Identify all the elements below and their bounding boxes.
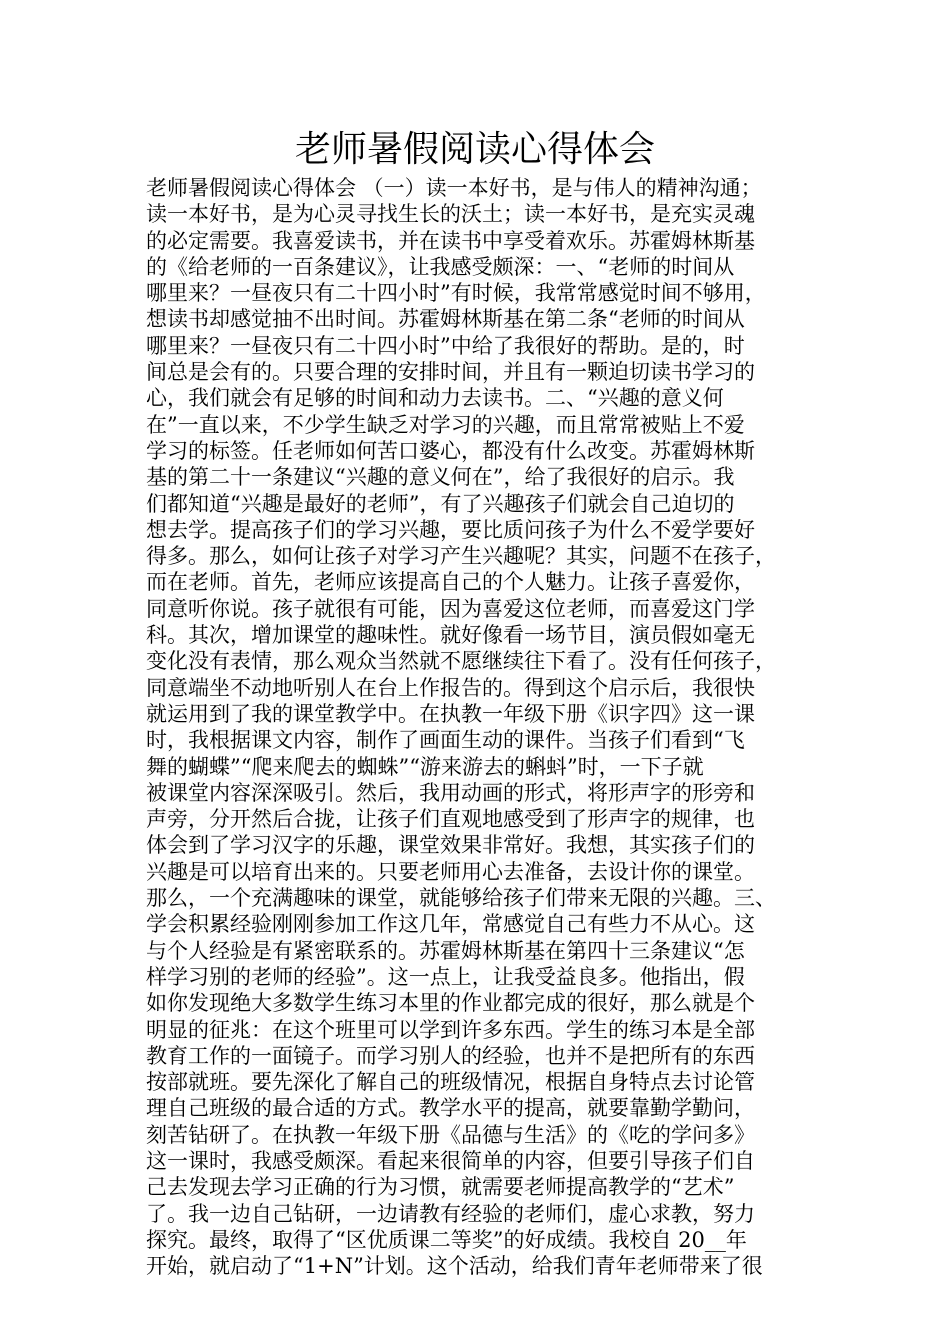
body-line: 探究。最终，取得了“区优质课二等奖”的好成绩。我校自 20__年 — [146, 1227, 747, 1252]
body-line: 们都知道“兴趣是最好的老师”，有了兴趣孩子们就会自己迫切的 — [146, 491, 735, 516]
body-line: 就运用到了我的课堂教学中。在执教一年级下册《识字四》这一课 — [146, 701, 755, 726]
body-line: 教育工作的一面镜子。而学习别人的经验，也并不是把所有的东西 — [146, 1043, 755, 1068]
body-line: 这一课时，我感受颇深。看起来很简单的内容，但要引导孩子们自 — [146, 1148, 755, 1173]
body-line: 哪里来？一昼夜只有二十四小时”中给了我很好的帮助。是的，时 — [146, 333, 745, 358]
body-line: 开始，就启动了“1+N”计划。这个活动，给我们青年老师带来了很 — [146, 1254, 763, 1279]
body-line: 学会积累经验刚刚参加工作这几年，常感觉自己有些力不从心。这 — [146, 912, 755, 937]
body-line: 想读书却感觉抽不出时间。苏霍姆林斯基在第二条“老师的时间从 — [146, 307, 745, 332]
body-line: 样学习别的老师的经验”。这一点上，让我受益良多。他指出，假 — [146, 964, 745, 989]
body-line: 变化没有表情，那么观众当然就不愿继续往下看了。没有任何孩子， — [146, 649, 776, 674]
body-line: 那么，一个充满趣味的课堂，就能够给孩子们带来无限的兴趣。三、 — [146, 886, 776, 911]
body-line: 基的第二十一条建议“兴趣的意义何在”，给了我很好的启示。我 — [146, 465, 735, 490]
body-line: 按部就班。要先深化了解自己的班级情况，根据自身特点去讨论管 — [146, 1070, 755, 1095]
body-line: 同意端坐不动地听别人在台上作报告的。得到这个启示后，我很快 — [146, 675, 755, 700]
body-line: 同意听你说。孩子就很有可能，因为喜爱这位老师，而喜爱这门学 — [146, 596, 755, 621]
body-line: 与个人经验是有紧密联系的。苏霍姆林斯基在第四十三条建议“怎 — [146, 938, 745, 963]
body-line: 学习的标签。任老师如何苦口婆心，都没有什么改变。苏霍姆林斯 — [146, 438, 755, 463]
body-line: 明显的征兆：在这个班里可以学到许多东西。学生的练习本是全部 — [146, 1017, 755, 1042]
body-line: 间总是会有的。只要合理的安排时间，并且有一颗迫切读书学习的 — [146, 360, 755, 385]
body-line: 在”一直以来，不少学生缺乏对学习的兴趣，而且常常被贴上不爱 — [146, 412, 745, 437]
body-line: 了。我一边自己钻研，一边请教有经验的老师们，虚心求教，努力 — [146, 1201, 755, 1226]
body-line: 得多。那么，如何让孩子对学习产生兴趣呢？其实，问题不在孩子， — [146, 544, 776, 569]
body-line: 兴趣是可以培育出来的。只要老师用心去准备，去设计你的课堂。 — [146, 859, 755, 884]
body-line: 而在老师。首先，老师应该提高自己的个人魅力。让孩子喜爱你， — [146, 570, 755, 595]
body-line: 舞的蝴蝶”“爬来爬去的蜘蛛”“游来游去的蝌蚪”时，一下子就 — [146, 754, 704, 779]
body-line: 体会到了学习汉字的乐趣，课堂效果非常好。我想，其实孩子们的 — [146, 833, 755, 858]
body-line: 刻苦钻研了。在执教一年级下册《品德与生活》的《吃的学问多》 — [146, 1122, 755, 1147]
body-line: 被课堂内容深深吸引。然后，我用动画的形式，将形声字的形旁和 — [146, 780, 755, 805]
body-line: 如你发现绝大多数学生练习本里的作业都完成的很好，那么就是个 — [146, 991, 755, 1016]
body-line: 理自己班级的最合适的方式。教学水平的提高，就要靠勤学勤问， — [146, 1096, 755, 1121]
body-line: 老师暑假阅读心得体会 （一）读一本好书，是与伟人的精神沟通； — [146, 176, 762, 200]
body-line: 的必定需要。我喜爱读书，并在读书中享受着欢乐。苏霍姆林斯基 — [146, 228, 755, 253]
body-line: 读一本好书，是为心灵寻找生长的沃土；读一本好书，是充实灵魂 — [146, 202, 755, 227]
document-title: 老师暑假阅读心得体会 — [294, 129, 655, 170]
body-line: 的《给老师的一百条建议》，让我感受颇深：一、“老师的时间从 — [146, 254, 735, 279]
body-line: 时，我根据课文内容，制作了画面生动的课件。当孩子们看到“飞 — [146, 728, 745, 753]
body-line: 声旁，分开然后合拢，让孩子们直观地感受到了形声字的规律，也 — [146, 807, 755, 832]
body-line: 科。其次，增加课堂的趣味性。就好像看一场节目，演员假如毫无 — [146, 623, 755, 648]
document-body — [146, 175, 806, 1279]
body-line: 想去学。提高孩子们的学习兴趣，要比质问孩子为什么不爱学要好 — [146, 517, 755, 542]
body-line: 心，我们就会有足够的时间和动力去读书。二、“兴趣的意义何 — [146, 386, 724, 411]
body-line: 哪里来？一昼夜只有二十四小时”有时候，我常常感觉时间不够用， — [146, 281, 766, 306]
body-line: 己去发现去学习正确的行为习惯，就需要老师提高教学的“艺术” — [146, 1175, 735, 1200]
